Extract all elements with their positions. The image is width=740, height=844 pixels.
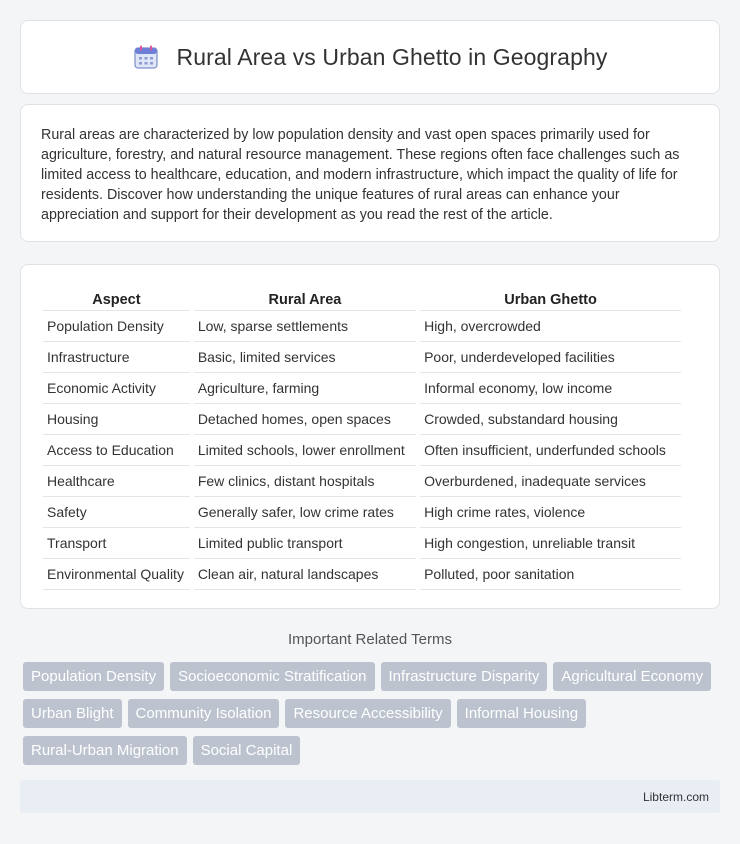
- intro-paragraph: Rural areas are characterized by low population density and vast open spaces primarily used for agriculture, forestry, and natural resource management. These regions often face challenges such as limited access to healthcare, education, and modern infrastructure, which impact the quality of life for residents. Discover how understanding the unique features of rural areas can enhance your appreciation and support for their development as you read the rest of the article.: [41, 127, 680, 223]
- cell-rural: Basic, limited services: [194, 342, 416, 373]
- intro-card: [20, 104, 720, 242]
- term-tag[interactable]: Socioeconomic Stratification: [170, 662, 374, 691]
- header-urban-ghetto: Urban Ghetto: [420, 289, 681, 311]
- page-title: Rural Area vs Urban Ghetto in Geography: [176, 43, 608, 70]
- cell-aspect: Transport: [43, 528, 190, 559]
- term-tag[interactable]: Community Isolation: [128, 699, 280, 728]
- cell-aspect: Population Density: [43, 311, 190, 342]
- cell-aspect: Access to Education: [43, 435, 190, 466]
- cell-rural: Clean air, natural landscapes: [194, 559, 416, 590]
- cell-urban: High congestion, unreliable transit: [420, 528, 681, 559]
- cell-urban: Overburdened, inadequate services: [420, 466, 681, 497]
- related-terms-title: Important Related Terms: [288, 631, 452, 648]
- table-row: [43, 404, 681, 435]
- header-aspect: Aspect: [43, 289, 190, 311]
- calendar-icon: [133, 44, 159, 70]
- title-wrap: [133, 44, 608, 71]
- header-card: [20, 20, 720, 94]
- table-row: [43, 373, 681, 404]
- cell-aspect: Safety: [43, 497, 190, 528]
- term-tag[interactable]: Informal Housing: [457, 699, 586, 728]
- cell-urban: Poor, underdeveloped facilities: [420, 342, 681, 373]
- cell-rural: Detached homes, open spaces: [194, 404, 416, 435]
- term-tag[interactable]: Rural-Urban Migration: [23, 736, 187, 765]
- cell-urban: Informal economy, low income: [420, 373, 681, 404]
- cell-aspect: Infrastructure: [43, 342, 190, 373]
- comparison-table-card: [20, 264, 720, 609]
- term-tag[interactable]: Resource Accessibility: [285, 699, 450, 728]
- footer-site-link[interactable]: Libterm.com: [642, 789, 709, 804]
- table-row: [43, 559, 681, 590]
- cell-aspect: Economic Activity: [43, 373, 190, 404]
- table-header-row: [43, 289, 681, 311]
- cell-rural: Limited schools, lower enrollment: [194, 435, 416, 466]
- cell-rural: Agriculture, farming: [194, 373, 416, 404]
- header-rural-area: Rural Area: [194, 289, 416, 311]
- footer: [20, 780, 720, 813]
- comparison-table: [39, 289, 685, 590]
- cell-urban: Often insufficient, underfunded schools: [420, 435, 681, 466]
- cell-urban: Polluted, poor sanitation: [420, 559, 681, 590]
- cell-urban: High, overcrowded: [420, 311, 681, 342]
- cell-rural: Generally safer, low crime rates: [194, 497, 416, 528]
- cell-rural: Low, sparse settlements: [194, 311, 416, 342]
- table-row: [43, 311, 681, 342]
- related-terms-list: [23, 662, 723, 765]
- cell-urban: Crowded, substandard housing: [420, 404, 681, 435]
- term-tag[interactable]: Infrastructure Disparity: [381, 662, 548, 691]
- cell-rural: Limited public transport: [194, 528, 416, 559]
- cell-aspect: Healthcare: [43, 466, 190, 497]
- cell-rural: Few clinics, distant hospitals: [194, 466, 416, 497]
- term-tag[interactable]: Population Density: [23, 662, 164, 691]
- table-row: [43, 497, 681, 528]
- term-tag[interactable]: Agricultural Economy: [553, 662, 711, 691]
- table-row: [43, 528, 681, 559]
- term-tag[interactable]: Social Capital: [193, 736, 301, 765]
- table-row: [43, 466, 681, 497]
- table-row: [43, 435, 681, 466]
- cell-aspect: Environmental Quality: [43, 559, 190, 590]
- table-row: [43, 342, 681, 373]
- term-tag[interactable]: Urban Blight: [23, 699, 122, 728]
- cell-urban: High crime rates, violence: [420, 497, 681, 528]
- cell-aspect: Housing: [43, 404, 190, 435]
